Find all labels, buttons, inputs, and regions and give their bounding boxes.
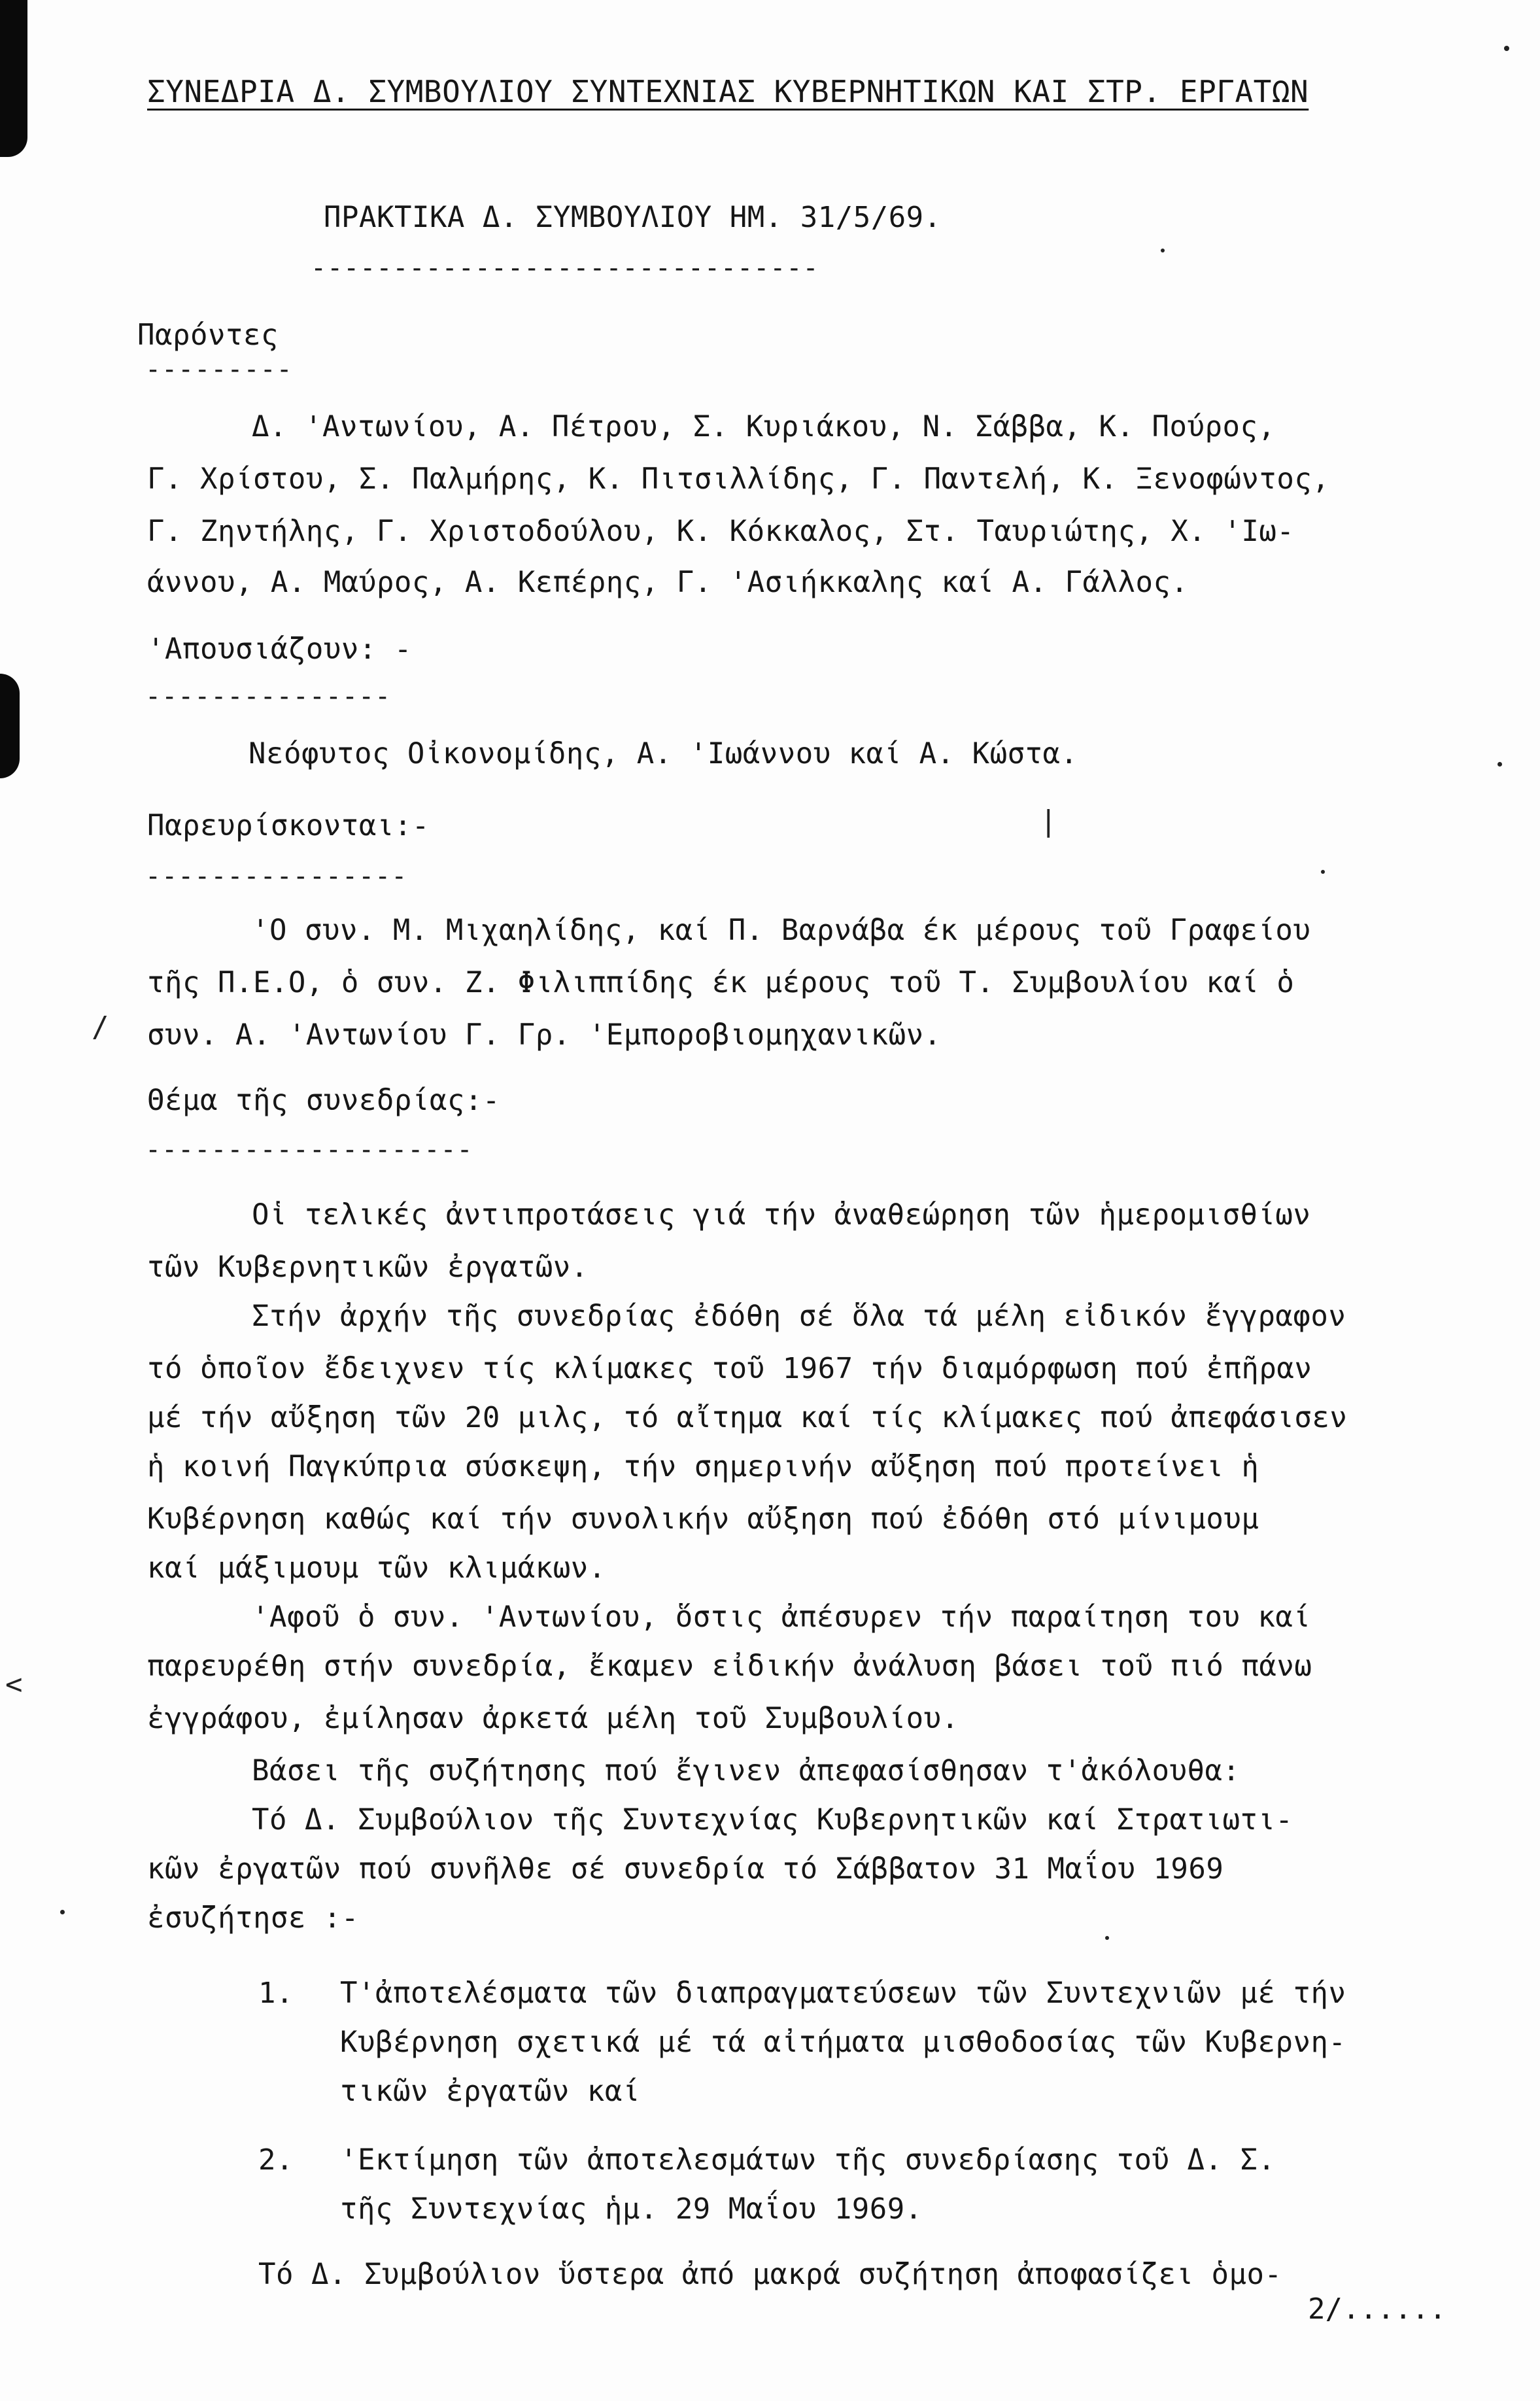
body-line: Τό Δ. Συμβούλιον τῆς Συντεχνίας Κυβερνητικῶν καί Στρατιωτι-	[252, 1803, 1293, 1837]
body-line: μέ τήν αὔξηση τῶν 20 μιλς, τό αἴτημα καί τίς κλίμακες πού ἀπεφάσισεν	[147, 1401, 1348, 1434]
item-line: τικῶν ἐργατῶν καί	[340, 2075, 640, 2108]
attending-line: 'Ο συν. Μ. Μιχαηλίδης, καί Π. Βαρνάβα έκ μέρους τοῦ Γραφείου	[252, 914, 1311, 947]
absent-line: Νεόφυτος Οἰκονομίδης, Α. 'Ιωάννου καί Α. Κώστα.	[248, 737, 1078, 770]
body-line: τό ὁποῖον ἔδειχνεν τίς κλίμακες τοῦ 1967 τήν διαμόρφωση πού ἐπῆραν	[147, 1352, 1312, 1385]
scan-mark: <	[5, 1668, 23, 1701]
document-title: ΠΡΑΚΤΙΚΑ Δ. ΣΥΜΒΟΥΛΙΟΥ ΗΜ. 31/5/69.	[324, 201, 942, 234]
absent-rule: ---------------	[145, 682, 392, 712]
attending-line: συν. Α. 'Αντωνίου Γ. Γρ. 'Εμποροβιομηχανικῶν.	[147, 1018, 942, 1052]
item-line: Κυβέρνηση σχετικά μέ τά αἰτήματα μισθοδοσίας τῶν Κυβερνη-	[340, 2026, 1346, 2059]
scan-speck	[60, 1910, 65, 1914]
scan-blot-middle	[0, 674, 20, 778]
body-line: ἡ κοινή Παγκύπρια σύσκεψη, τήν σημερινήν αὔξηση πού προτείνει ἡ	[147, 1450, 1259, 1483]
page-continuation-marker: 2/......	[1308, 2292, 1446, 2326]
scan-speck	[1161, 249, 1165, 252]
item-line: Τ'ἀποτελέσματα τῶν διαπραγματεύσεων τῶν Συντεχνιῶν μέ τήν	[340, 1977, 1346, 2010]
present-heading: Παρόντες	[137, 319, 279, 352]
attending-line: τῆς Π.Ε.Ο, ὁ συν. Ζ. Φιλιππίδης έκ μέρους τοῦ Τ. Συμβουλίου καί ὁ	[147, 966, 1295, 999]
subject-rule: --------------------	[145, 1135, 473, 1165]
present-rule: ---------	[145, 354, 293, 385]
item-line: τῆς Συντεχνίας ἡμ. 29 Μαΐου 1969.	[340, 2192, 923, 2226]
body-line: καί μάξιμουμ τῶν κλιμάκων.	[147, 1551, 606, 1585]
body-line: ἐγγράφου, ἐμίλησαν ἀρκετά μέλη τοῦ Συμβουλίου.	[147, 1702, 959, 1735]
document-header: ΣΥΝΕΔΡΙΑ Δ. ΣΥΜΒΟΥΛΙΟΥ ΣΥΝΤΕΧΝΙΑΣ ΚΥΒΕΡΝΗΤΙΚΩΝ ΚΑΙ ΣΤΡ. ΕΡΓΑΤΩΝ	[147, 74, 1309, 109]
body-line: κῶν ἐργατῶν πού συνῆλθε σέ συνεδρία τό Σάββατον 31 Μαΐου 1969	[147, 1852, 1224, 1886]
closing-line: Τό Δ. Συμβούλιον ὕστερα ἀπό μακρά συζήτηση ἀποφασίζει ὁμο-	[258, 2258, 1282, 2291]
scan-speck	[1504, 46, 1509, 51]
present-line: άννου, Α. Μαύρος, Α. Κεπέρης, Γ. 'Ασιήκκαλης καί Α. Γάλλος.	[147, 566, 1189, 599]
subject-heading: Θέμα τῆς συνεδρίας:-	[147, 1084, 500, 1117]
scan-speck	[1321, 870, 1325, 874]
body-line: 'Αφοῦ ὁ συν. 'Αντωνίου, ὅστις ἀπέσυρεν τήν παραίτηση του καί	[252, 1600, 1311, 1634]
item-line: 'Εκτίμηση τῶν ἀποτελεσμάτων τῆς συνεδρίασης τοῦ Δ. Σ.	[340, 2143, 1276, 2177]
scan-mark: /	[92, 1010, 109, 1044]
present-line: Δ. 'Αντωνίου, Α. Πέτρου, Σ. Κυριάκου, Ν. Σάββα, Κ. Πούρος,	[252, 410, 1276, 443]
attending-rule: ----------------	[145, 861, 408, 891]
present-line: Γ. Ζηντήλης, Γ. Χριστοδούλου, Κ. Κόκκαλος, Στ. Ταυριώτης, Χ. 'Ιω-	[147, 515, 1295, 548]
subject-line: τῶν Κυβερνητικῶν ἐργατῶν.	[147, 1251, 589, 1284]
item-number: 2.	[258, 2143, 294, 2177]
body-line: Στήν ἀρχήν τῆς συνεδρίας ἐδόθη σέ ὅλα τά μέλη εἰδικόν ἔγγραφον	[252, 1300, 1346, 1333]
body-line: Κυβέρνηση καθώς καί τήν συνολικήν αὔξηση πού ἐδόθη στό μίνιμουμ	[147, 1502, 1259, 1536]
body-line: ἐσυζήτησε :-	[147, 1901, 359, 1935]
body-line: παρευρέθη στήν συνεδρία, ἔκαμεν εἰδικήν ἀνάλυση βάσει τοῦ πιό πάνω	[147, 1650, 1312, 1683]
present-line: Γ. Χρίστου, Σ. Παλμήρης, Κ. Πιτσιλλίδης, Γ. Παντελή, Κ. Ξενοφώντος,	[147, 462, 1330, 496]
scan-mark: |	[1040, 804, 1057, 838]
subject-line: Οἱ τελικές ἀντιπροτάσεις γιά τήν ἀναθεώρηση τῶν ἡμερομισθίων	[252, 1198, 1311, 1232]
attending-heading: Παρευρίσκονται:-	[147, 809, 430, 842]
scan-speck	[1105, 1936, 1109, 1940]
absent-heading: 'Απουσιάζουν: -	[147, 632, 412, 666]
body-line: Βάσει τῆς συζήτησης πού ἔγινεν ἀπεφασίσθησαν τ'ἀκόλουθα:	[252, 1754, 1241, 1788]
scan-blot-top	[0, 0, 27, 157]
scan-speck	[1497, 762, 1502, 767]
item-number: 1.	[258, 1977, 294, 2010]
title-rule: -------------------------------	[311, 253, 819, 283]
